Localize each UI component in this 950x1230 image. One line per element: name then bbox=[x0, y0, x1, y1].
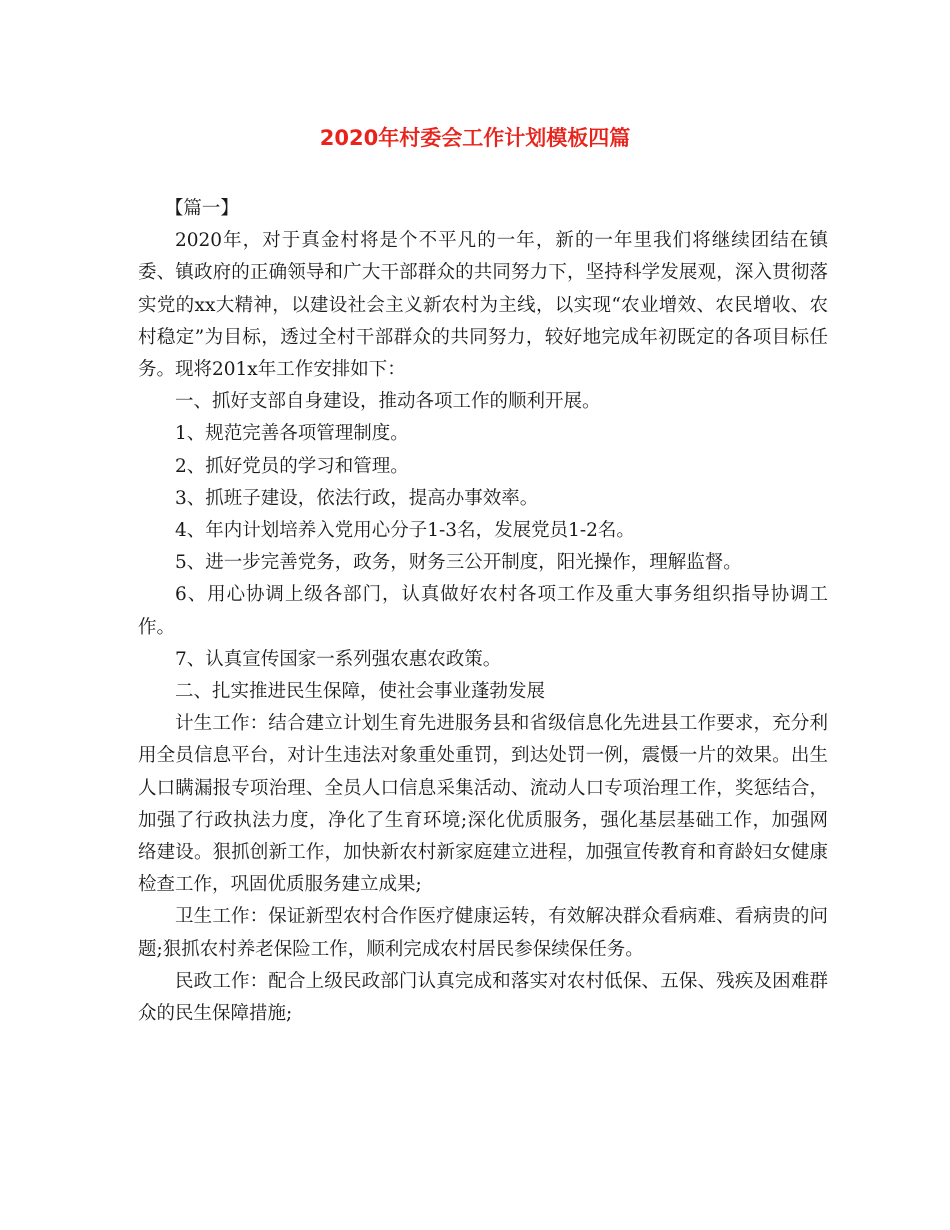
list-item: 7、认真宣传国家一系列强农惠农政策。 bbox=[175, 648, 502, 670]
list-item: 6、用心协调上级各部门，认真做好农村各项工作及重大事务组织指导协调工作。 bbox=[138, 584, 828, 638]
section-one-heading: 一、抓好支部自身建设，推动各项工作的顺利开展。 bbox=[175, 391, 601, 413]
list-item: 5、进一步完善党务，政务，财务三公开制度，阳光操作，理解监督。 bbox=[175, 552, 742, 574]
section-two-heading: 二、扎实推进民生保障，使社会事业蓬勃发展 bbox=[175, 681, 546, 703]
list-item: 4、年内计划培养入党用心分子1-3名，发展党员1-2名。 bbox=[175, 520, 635, 542]
list-item: 1、规范完善各项管理制度。 bbox=[175, 423, 409, 445]
list-item: 2、抓好党员的学习和管理。 bbox=[175, 455, 409, 477]
document-body bbox=[138, 193, 828, 1030]
intro-paragraph: 2020年，对于真金村将是个不平凡的一年，新的一年里我们将继续团结在镇委、镇政府的正确领导和广大干部群众的共同努力下，坚持科学发展观，深入贯彻落实党的xx大精神，以建设社会主义新农村为主线，以实现“农业增效、农民增收、农村稳定”为目标，透过全村干部群众的共同努力，较好地完成年初既定的各项目标任务。现将201x年工作安排如下： bbox=[138, 230, 828, 381]
list-item: 3、抓班子建设，依法行政，提高办事效率。 bbox=[175, 487, 539, 509]
health-paragraph: 卫生工作：保证新型农村合作医疗健康运转，有效解决群众看病难、看病贵的问题;狠抓农村养老保险工作，顺利完成农村居民参保续保任务。 bbox=[138, 906, 828, 960]
section-heading: 【篇一】 bbox=[164, 198, 239, 219]
family-planning-paragraph: 计生工作：结合建立计划生育先进服务县和省级信息化先进县工作要求，充分利用全员信息平台，对计生违法对象重处重罚，到达处罚一例，震慑一片的效果。出生人口瞒漏报专项治理、全员人口信息采集活动、流动人口专项治理工作，奖惩结合，加强了行政执法力度，净化了生育环境;深化优质服务，强化基层基础工作，加强网络建设。狠抓创新工作，加快新农村新家庭建立进程，加强宣传教育和育龄妇女健康检查工作，巩固优质服务建立成果; bbox=[138, 713, 828, 896]
document-title: 2020年村委会工作计划模板四篇 bbox=[319, 126, 631, 150]
civil-affairs-paragraph: 民政工作：配合上级民政部门认真完成和落实对农村低保、五保、残疾及困难群众的民生保障措施; bbox=[138, 970, 828, 1025]
